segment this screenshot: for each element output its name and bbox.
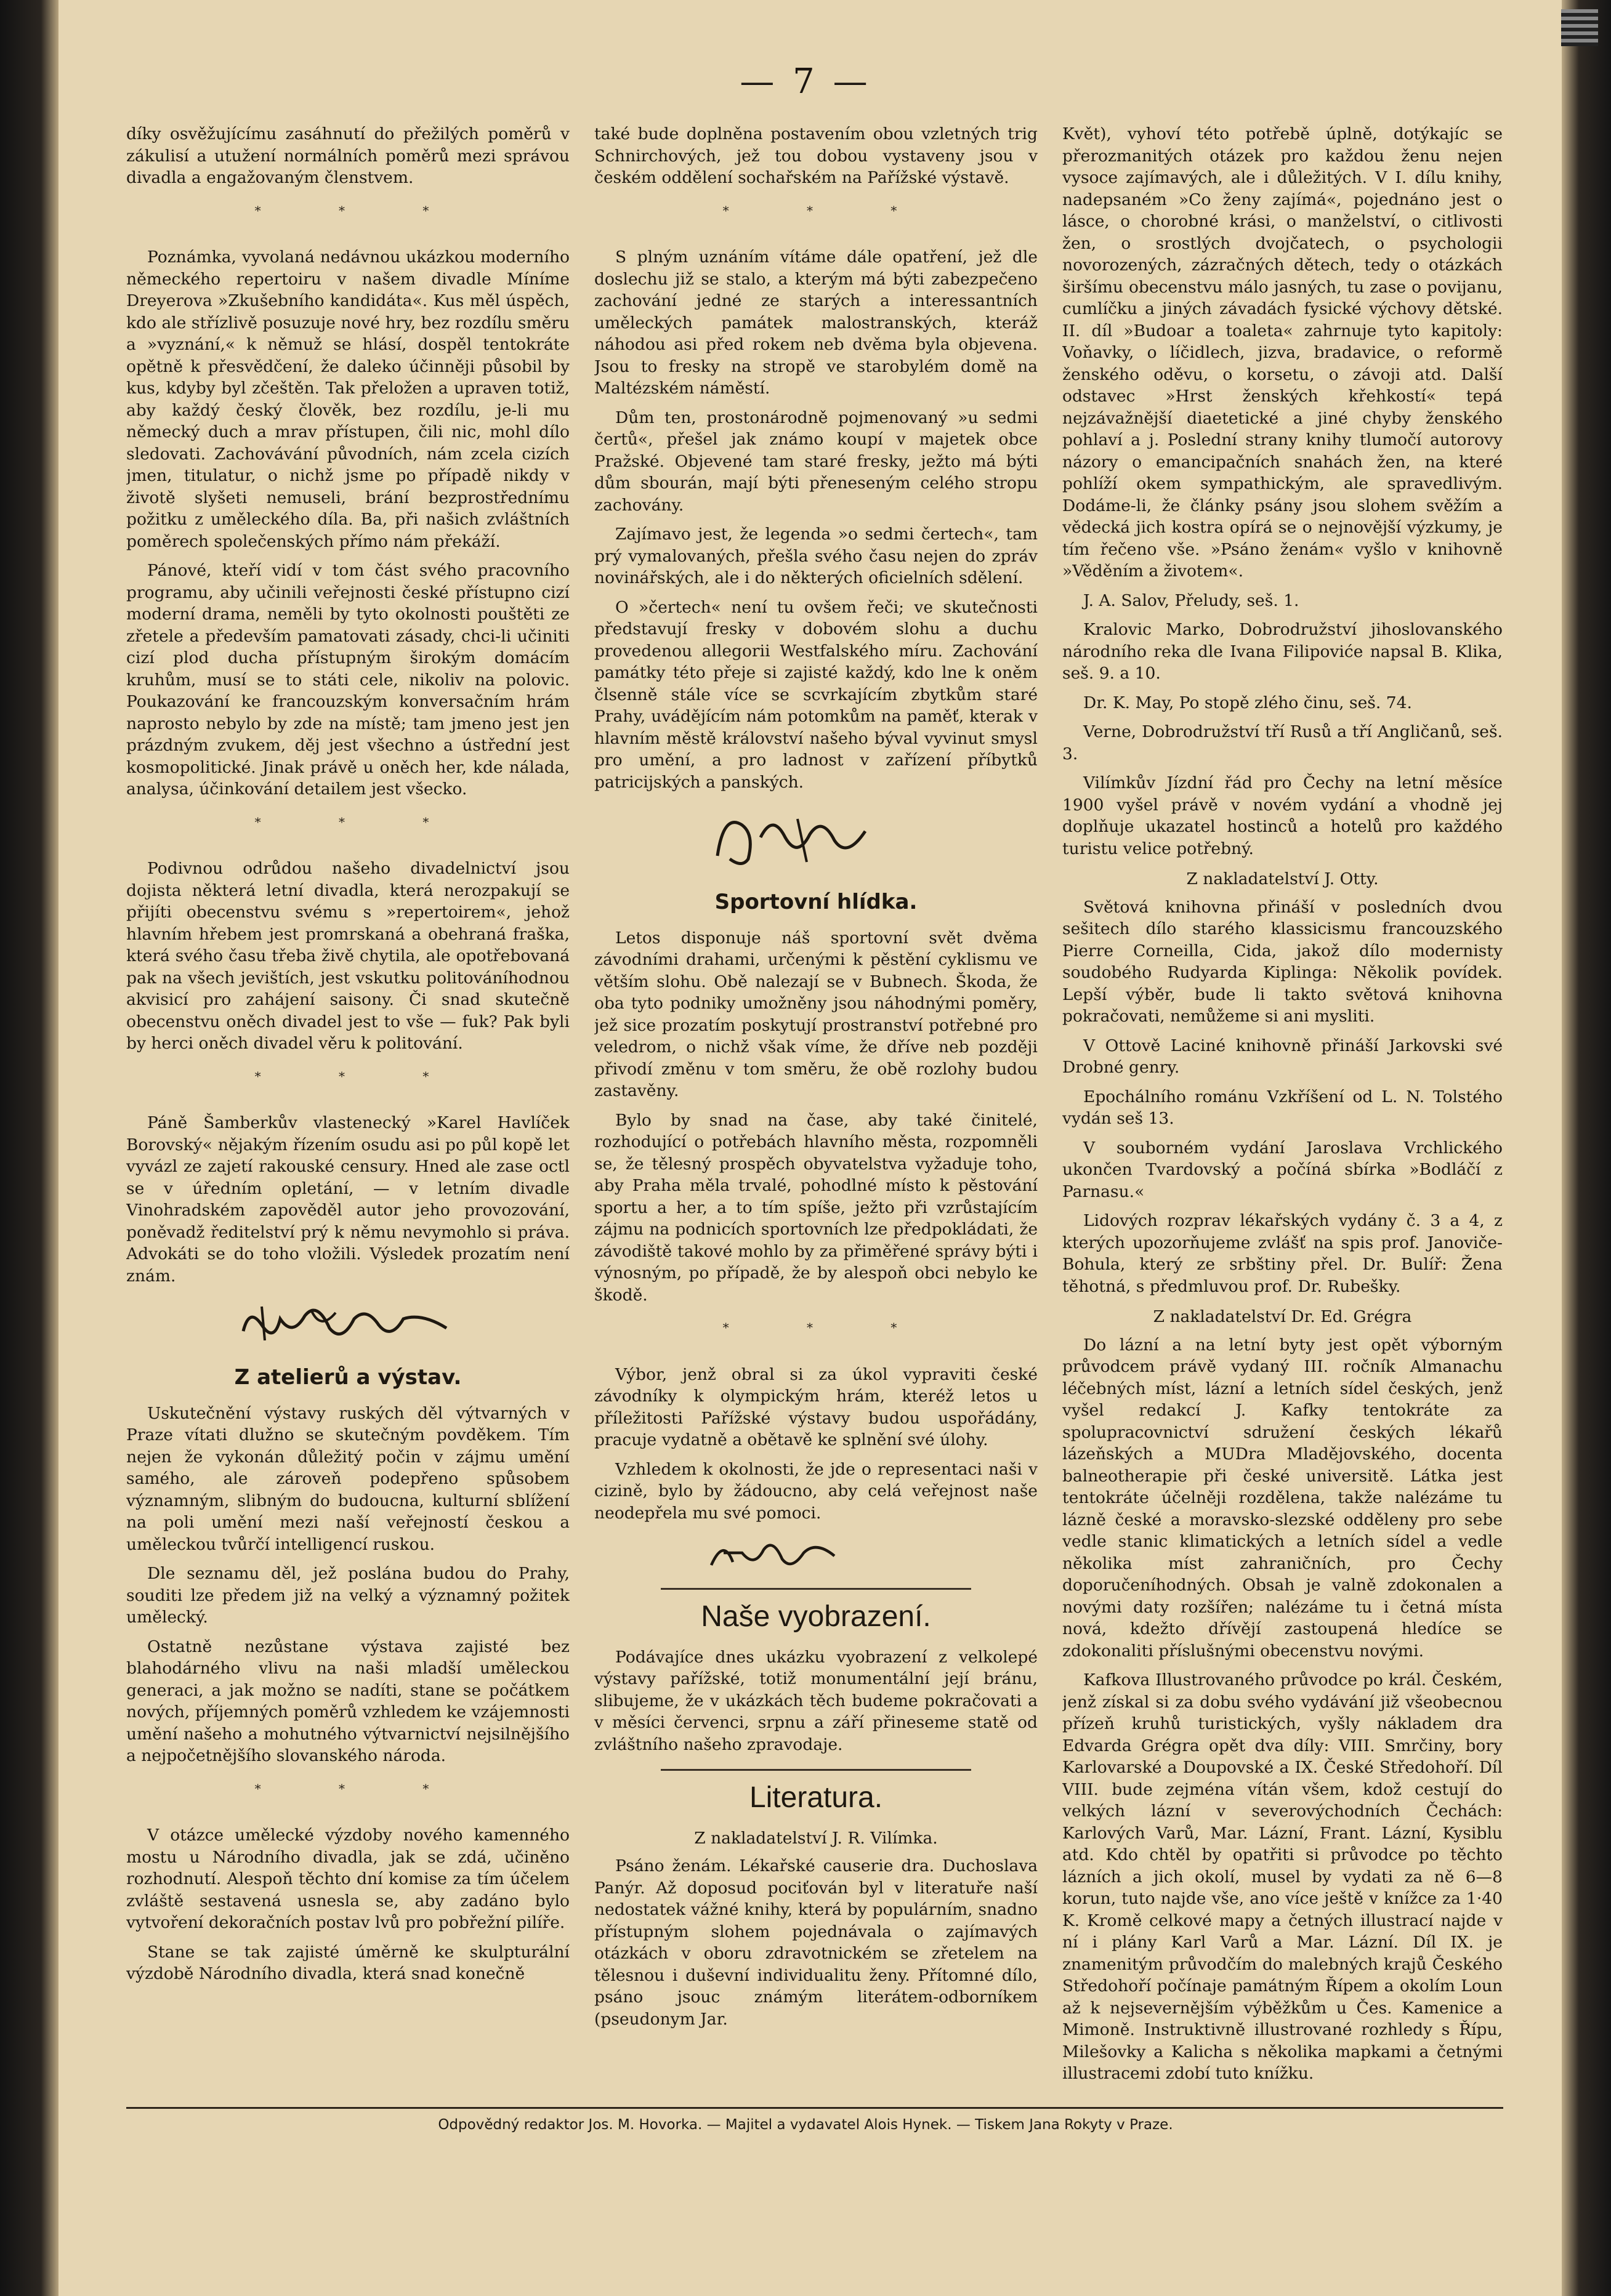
column-3 [1062, 123, 1503, 2093]
column-1 [126, 123, 570, 2093]
section-separator: * * * [254, 814, 466, 829]
book-entry: J. A. Salov, Přeludy, seš. 1. [1083, 590, 1299, 610]
book-entry: Verne, Dobrodružství tří Rusů a tří Angličanů, seš. 3. [1062, 722, 1503, 763]
signature-kazimour [237, 1294, 459, 1350]
book-entry: Dr. K. May, Po stopě zlého činu, seš. 74. [1083, 693, 1412, 712]
book-entry: Vilímkův Jízdní řád pro Čechy na letní měsíce 1900 vyšel právě v novém vydání a vhodně jej doplňuje ukazatel hostinců a hotelů pro každého turistu velice potřebný. [1062, 773, 1503, 858]
book-entry: Kralovic Marko, Dobrodružství jihoslovanského národního reka dle Ivana Filipoviće napsal B. Klika, seš. 9. a 10. [1062, 620, 1503, 683]
section-separator: * * * [254, 1068, 466, 1084]
scan-edge-right [1562, 0, 1611, 2296]
paragraph: Stane se tak zajisté úměrně ke skulpturální výzdobě Národního divadla, která snad konečně [126, 1942, 570, 1983]
imprint-footer: Odpovědný redaktor Jos. M. Hovorka. — Majitel a vydavatel Alois Hynek. — Tiskem Jana Rokyty v Praze. [438, 2117, 1173, 2133]
publisher-heading: Z nakladatelství J. Otty. [1186, 869, 1379, 888]
paragraph: S plným uznáním vítáme dále opatření, jež dle doslechu již se stalo, a kterým má býti zabezpečeno zachování jedné ze starých a interessantních uměleckých památek malostranských, kteráž náhodou asi před rokem neb dvěma byla objevena. Jsou to fresky na stropě ve starobylém domě na Maltézském náměstí. [594, 248, 1038, 398]
paragraph: V otázce umělecké výzdoby nového kamenného mostu u Národního divadla, jak se zdá, učiněno rozhodnutí. Alespoň těchto dní komise za tím účelem zvláště sestavená usnesla se, aby zadáno bylo vytvoření dekoračních postav lvů pro pobřežní pilíře. [126, 1826, 570, 1932]
divider-rule [661, 1769, 971, 1771]
paragraph: Letos disponuje náš sportovní svět dvěma závodními drahami, určenými k pěstění cyklismu ve větším slohu. Obě nalezají se v Bubnech. Škoda, že oba tyto podniky umožněny jsou náhodnými poměry, jež sice prozatím poskytují prostranství potřebné pro veledrom, o nichž však víme, že dříve neb později přivodí změnu v tom směru, že obě rozlohy budou zastavěny. [594, 928, 1038, 1100]
scan-edge-left [0, 0, 59, 2296]
paragraph: Světová knihovna přináší v posledních dvou sešitech dílo starého klassicismu francouzského Pierre Corneilla, Cida, jakož dílo modernisty soudobého Rudyarda Kiplinga: Několik povídek. Lepší výběr, bude li takto světová knihovna pokračovati, nemůžeme si ani mysliti. [1062, 897, 1503, 1026]
section-separator: * * * [254, 1781, 466, 1796]
paragraph: Výbor, jenž obral si za úkol vypraviti české závodníky k olympickým hrám, kteréž letos u příležitosti Pařížské výstavy budou uspořádány, pracuje vydatně a obětavě ke splnění své úlohy. [594, 1364, 1038, 1449]
paragraph: Kafkova Illustrovaného průvodce po král. Českém, jenž získal si za dobu svého vydávání již všeobecnou přízeň kruhů turistických, vyšly nákladem dra Edvarda Grégra opět dva díly: VIII. Smrčiny, bory Karlovarské a Doupovské a IX. České Středohoří. Díl VIII. bude zejména vítán všem, kdož cestují do velkých lázní v severovýchodních Čechách: Karlových Varů, Mar. Lázní, Frant. Lázní, Kysiblu atd. Kdo chtěl by opatřiti si průvodce po těchto lázních a jich okolí, musel by vydati za ně 6—8 korun, tuto najde vše, ano více ještě v knížce za 1·40 K. Kromě celkové mapy a četných illustrací najde v ní i plány Karl Varů a Mar. Lázní. Díl IX. je znamenitým průvodčím do malebných krajů Českého Středohoří počínaje památným Řípem a okolím Loun až k nejsevernějším výběžkům u Čes. Kamenice a Mimoně. Instruktivně illustrované rozhledy s Řípu, Milešovky a Kalicha s několika mapkami a četnými illustracemi zdobí tuto knížku. [1062, 1670, 1503, 2083]
paragraph: Ostatně nezůstane výstava zajisté bez blahodárného vlivu na naši mladší uměleckou generaci, a jak možno se nadíti, stane se počátkem nových, příjemných poměrů vzhledem ke vzájemnosti umění našeho a mohutného výtvarnictví nejsilnějšího a nejpočetnějšího slovanského národa. [126, 1637, 570, 1765]
paragraph: Psáno ženám. Lékařské causerie dra. Duchoslava Panýr. Až doposud pociťován byl v literatuře naší nedostatek vážné knihy, která by populárním, snadno přístupným slohem pojednávala o zajímavých otázkách v oboru zdravotnickém se zřetelem na tělesnou i duševní individualitu ženy. Přítomné dílo, psáno jsouc známým literátem-odborníkem (pseudonym Jar. [594, 1856, 1038, 2029]
paragraph: Vzhledem k okolnosti, že jde o representaci naši v cizině, bylo by žádoucno, aby celá veřejnost naše neodepřela mu své pomoci. [594, 1459, 1038, 1523]
paragraph: Uskutečnění výstavy ruských děl výtvarných v Praze vítati dlužno se skutečným povděkem. Tím nejen že vykonán důležitý počin v zájmu umění samého, ale zároveň podepřeno spůsobem významným, slibným do budoucna, kulturní sblížení na poli umění mezi naší veřejností českou a uměleckou tvůrčí intelligencí ruskou. [126, 1403, 570, 1554]
paragraph: Poznámka, vyvolaná nedávnou ukázkou moderního německého repertoiru v našem divadle Míníme Dreyerova »Zkušebního kandidáta«. Kus měl úspěch, kdo ale střízlivě posuzuje nové hry, bez rozdílu směru a »vyznání,« k němuž se hlásí, dospěl tentokráte opětně k přesvědčení, že daleko účinněji působil by kus, kdyby byl zčeštěn. Tak přeložen a upraven totiž, aby každý český člověk, bez rozdílu, je-li mu německý duch a mrav přístupen, čili nic, mohl dílo sledovati. Zachovávání původních, nám zcela cizích jmen, titulatur, o nichž jsme po případě nikdy v životě slyšeti nemuseli, brání bezprostřednímu požitku z uměleckého díla. Ba, při našich zvláštních poměrech společenských přímo nám překáží. [126, 248, 570, 551]
section-separator: * * * [722, 203, 934, 218]
paragraph: Bylo by snad na čase, aby také činitelé, rozhodující o potřebách hlavního města, rozpomněli se, že tělesný prospěch obyvatelstva vyžaduje toho, aby Praha měla trvalé, pohodlné místo k pěstování sportu a her, a to tím spíše, ježto při vzrůstajícím zájmu na podnicích sportovních lze předpokládati, že závodiště takové mohlo by za přiměřené správy býti i výnosným, po případě, že by alespoň obci nebylo ke škodě. [594, 1110, 1038, 1305]
scan-corner-mark [1561, 9, 1598, 46]
column-2 [594, 123, 1038, 2093]
paragraph: Lidových rozprav lékařských vydány č. 3 a 4, z kterých upozorňujeme zvlášť na spis prof. Janoviče-Bohula, který ze srbštiny přel. Dr. Bulíř: Žena těhotná, s předmluvou prof. Dr. Rubešky. [1062, 1211, 1503, 1296]
paragraph: také bude doplněna postavením obou vzletných trig Schnirchových, jež tou dobou vystaveny jsou v českém oddělení sochařském na Pařížské výstavě. [594, 124, 1038, 187]
paragraph: Pánové, kteří vidí v tom část svého pracovního programu, aby učinili veřejnosti české přístupno cizí moderní drama, neměli by tyto okolnosti pouštěti ze zřetele a především pamatovati zásady, chci-li učiniti cizí plod ducha přístupným širokým domácím kruhům, musí se to státi cele, nikoliv na polovic. Poukazování ke francouzským konversačním hrám naprosto nebylo by zde na místě; tam jmeno jest jen prázdným zvukem, děj jest všechno a ústřední jest kosmopolitické. Jinak právě u oněch her, kde nálada, analysa, účinkování detailem jest všecko. [126, 561, 570, 799]
page-number: — 7 — [740, 62, 871, 102]
paragraph: Epochálního románu Vzkříšení od L. N. Tolstého vydán seš 13. [1062, 1087, 1503, 1128]
signature-bohac [705, 800, 890, 874]
publisher-heading: Z nakladatelství J. R. Vilímka. [694, 1828, 938, 1848]
publisher-heading: Z nakladatelství Dr. Ed. Grégra [1153, 1307, 1412, 1326]
paragraph: V souborném vydání Jaroslava Vrchlického ukončen Tvardovský a počíná sbírka »Bodláčí z Parnasu.« [1062, 1138, 1503, 1201]
divider-rule [661, 1588, 971, 1590]
paragraph: Dům ten, prostonárodně pojmenovaný »u sedmi čertů«, přešel jak známo koupí v majetek obce Pražské. Objevené tam staré fresky, ježto má býti dům sbourán, mají býti přeneseným celého stropu zachovány. [594, 408, 1038, 515]
paragraph: Páně Šamberkův vlastenecký »Karel Havlíček Borovský« nějakým řízením osudu asi po půl kopě let vyvázl ze zajetí rakouské censury. Hned ale zase octl se v úředním opletání, — v letním divadle Vinohradském zapověděl autor jeho provozování, poněvadž ředitelství prý k němu nevymohlo si práva. Advokáti se do toho vložili. Výsledek prozatím není znám. [126, 1113, 570, 1286]
paragraph: O »čertech« není tu ovšem řeči; ve skutečnosti představují fresky v dobovém slohu a duchu provedenou allegorii Westfalského míru. Zachování památky této přeje si zajisté každý, kdo lne k oněm člsenně stále více se scvrkajícím zbytkům staré Prahy, uvádějícím nám potomkům na paměť, kterak v hlavním městě království našeho býval vyvinut smysl pro umění, a pro ladnost v zařízení příbytků patricijských a panských. [594, 597, 1038, 792]
section-title-atelier: Z atelierů a výstav. [234, 1365, 462, 1390]
paragraph: Do lázní a na letní byty jest opět výborným průvodcem právě vydaný III. ročník Almanachu léčebných míst, lázní a letních sídel českých, jenž vyšel redakcí J. Kafky tentokráte za spolupracovnictví sdružení českých lékařů lázeňských a MUDra Mladějovského, docenta balneotherapie při české universitě. Látka jest tentokráte účelněji rozdělena, takže nalézáme tu lázně české a moravsko-slezské odděleny pro sebe vedle stanic klimatických a letních sídel a vedle několika míst zahraničních, pro Čechy doporučeníhodných. Obsah je valně zdokonalen a novými daty rozšířen; nalézáme tu i četná místa nová, kdežto dřívějí zastoupená hledíce se zdokonaliti příslušnými obecenstvu novými. [1062, 1335, 1503, 1661]
paragraph: Květ), vyhoví této potřebě úplně, dotýkajíc se přerozmanitých otázek pro každou ženu nejen vysoce zajímavých, ale i důležitých. V I. dílu knihy, nadepsaném »Co ženy zajímá«, pojednáno jest o lásce, o chorobné krási, o manželství, o citlivosti žen, o srostlých dvojčatech, o psychologii novorozených, zázračných dětech, tedy o otázkách širšímu obecenstvu málo jasných, tu zase o povijanu, cumlíčku a jiných závadách fysické výchovy dětské. II. díl »Budoar a toaleta« zahrnuje tyto kapitoly: Voňavky, o líčidlech, jizva, bradavice, o reformě ženského oděvu, o korsetu, o závoji atd. Další odstavec »Hrst ženských křehkostí« tepá nejzávažnější diaetetické a jiné chyby ženského pohlaví a j. Poslední strany knihy tlumočí autorovy názory o emancipačních snahách žen, na které pohlíží okem sympathickým, ale spravedlivým. Dodáme-li, že články psány jsou slohem svěžím a vědecká jich kostra opírá se o nejnovější výzkumy, je tím řečeno vše. »Psáno ženám« vyšlo v knihovně »Věděním a životem«. [1062, 124, 1503, 581]
paragraph: V Ottově Laciné knihovně přináší Jarkovski své Drobné genry. [1062, 1036, 1503, 1077]
section-separator: * * * [722, 1320, 934, 1335]
paragraph: Zajímavo jest, že legenda »o sedmi čertech«, tam prý vymalovaných, přešla svého času nejen do zpráv novinářských, ale i do některých oficielních sdělení. [594, 525, 1038, 587]
section-separator: * * * [254, 203, 466, 218]
paragraph: Podivnou odrůdou našeho divadelnictví jsou dojista některá letní divadla, která nerozpakují se přijíti obecenstvu svému s »repertoirem«, jehož hlavním hřebem jest promrskaná a obehraná fraška, která svého času třeba živě chytila, ale opotřebovaná pak na všech jevištích, jest vskutku politováníhodnou akvisicí pro zahájení saisony. Či snad skutečně obecenstvu oněch divadel jest to vše — fuk? Pak byli by herci oněch divadel věru k politování. [126, 859, 570, 1053]
signature-amateur [705, 1531, 841, 1574]
section-title-nase-vyobrazeni: Naše vyobrazení. [701, 1600, 931, 1633]
paragraph: díky osvěžujícímu zasáhnutí do přežilých poměrů v zákulisí a utužení normálních poměrů mezi správou divadla a engažovaným členstvem. [126, 124, 570, 187]
section-title-literatura: Literatura. [749, 1781, 883, 1814]
paragraph: Dle seznamu děl, jež poslána budou do Prahy, souditi lze předem již na velký a významný požitek umělecký. [126, 1564, 570, 1627]
section-title-sport: Sportovní hlídka. [714, 890, 918, 914]
footer-rule [126, 2107, 1503, 2109]
paragraph: Podávajíce dnes ukázku vyobrazení z velkolepé výstavy pařížské, totiž monumentální její bránu, slibujeme, že v ukázkách těch budeme pokračovati a v měsíci červenci, srpnu a září přineseme statě od zvláštního našeho zpravodaje. [594, 1647, 1038, 1754]
